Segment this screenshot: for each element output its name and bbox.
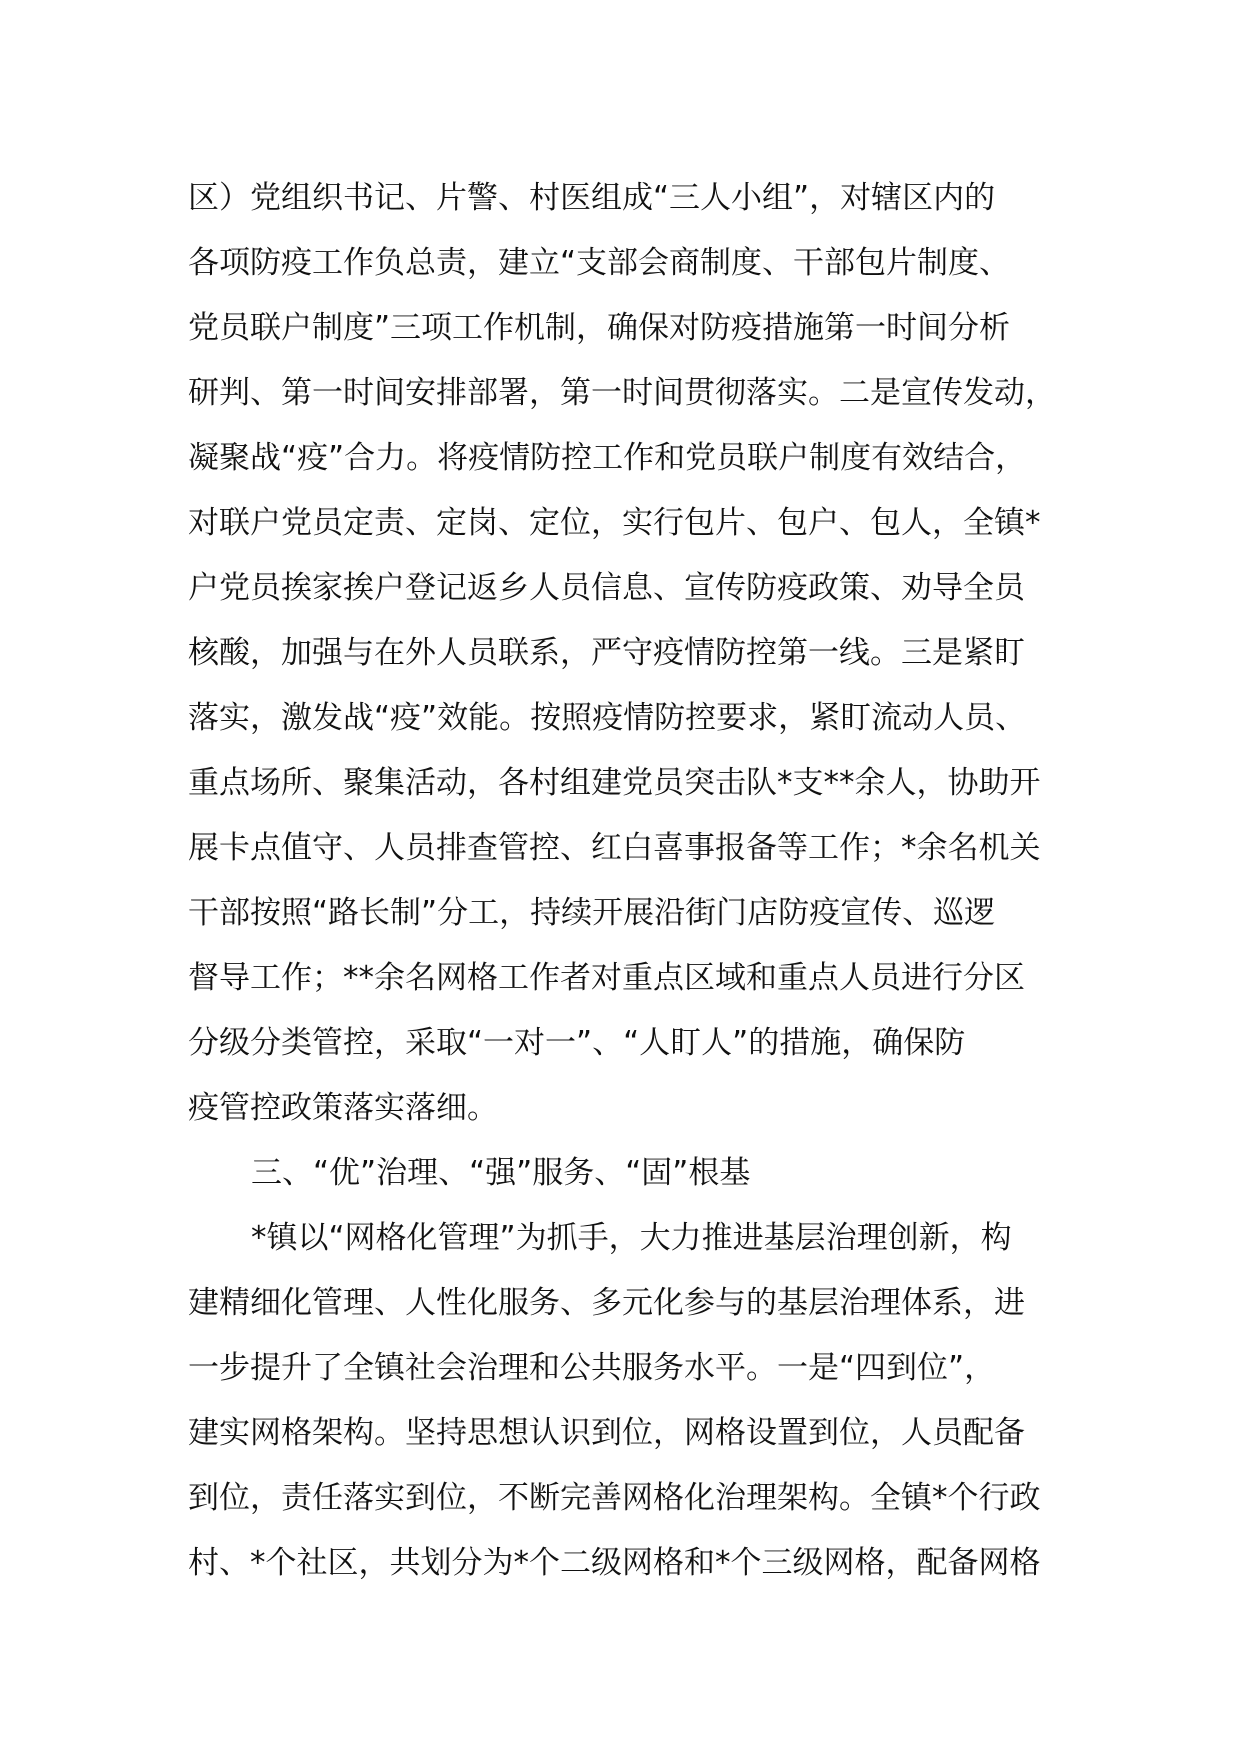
text-line: 村、*个社区，共划分为*个二级网格和*个三级网格，配备网格 xyxy=(188,1545,1041,1581)
paragraph-one xyxy=(188,166,1088,1141)
text-line: 落实，激发战“疫”效能。按照疫情防控要求，紧盯流动人员、 xyxy=(188,700,1027,736)
text-line: 展卡点值守、人员排查管控、红白喜事报备等工作；*余名机关 xyxy=(188,830,1041,866)
text-line: 研判、第一时间安排部署，第一时间贯彻落实。二是宣传发动， xyxy=(188,375,1056,411)
text-line: 对联户党员定责、定岗、定位，实行包片、包户、包人，全镇* xyxy=(188,505,1041,541)
section-heading: 三、“优”治理、“强”服务、“固”根基 xyxy=(251,1155,751,1191)
text-line: 区）党组织书记、片警、村医组成“三人小组”，对辖区内的 xyxy=(188,180,996,216)
text-line: 党员联户制度”三项工作机制，确保对防疫措施第一时间分析 xyxy=(188,310,1011,346)
text-line: 一步提升了全镇社会治理和公共服务水平。一是“四到位”， xyxy=(188,1350,996,1386)
text-line: 督导工作；**余名网格工作者对重点区域和重点人员进行分区 xyxy=(188,960,1025,996)
text-line: 核酸，加强与在外人员联系，严守疫情防控第一线。三是紧盯 xyxy=(188,635,1025,671)
text-line: 各项防疫工作负总责，建立“支部会商制度、干部包片制度、 xyxy=(188,245,1011,281)
text-line: 建精细化管理、人性化服务、多元化参与的基层治理体系，进 xyxy=(188,1285,1025,1321)
text-line: 凝聚战“疫”合力。将疫情防控工作和党员联户制度有效结合， xyxy=(188,440,1027,476)
paragraph-two xyxy=(188,1206,1088,1596)
text-line: 户党员挨家挨户登记返乡人员信息、宣传防疫政策、劝导全员 xyxy=(188,570,1025,606)
text-line: 分级分类管控，采取“一对一”、“人盯人”的措施，确保防 xyxy=(188,1025,966,1061)
document-body xyxy=(188,166,1088,1596)
text-line: 疫管控政策落实落细。 xyxy=(188,1090,498,1126)
text-line: 建实网格架构。坚持思想认识到位，网格设置到位，人员配备 xyxy=(188,1415,1025,1451)
text-line: *镇以“网格化管理”为抓手，大力推进基层治理创新，构 xyxy=(251,1220,1012,1256)
text-line: 到位，责任落实到位，不断完善网格化治理架构。全镇*个行政 xyxy=(188,1480,1041,1516)
text-line: 重点场所、聚集活动，各村组建党员突击队*支**余人，协助开 xyxy=(188,765,1041,801)
text-line: 干部按照“路长制”分工，持续开展沿街门店防疫宣传、巡逻 xyxy=(188,895,996,931)
